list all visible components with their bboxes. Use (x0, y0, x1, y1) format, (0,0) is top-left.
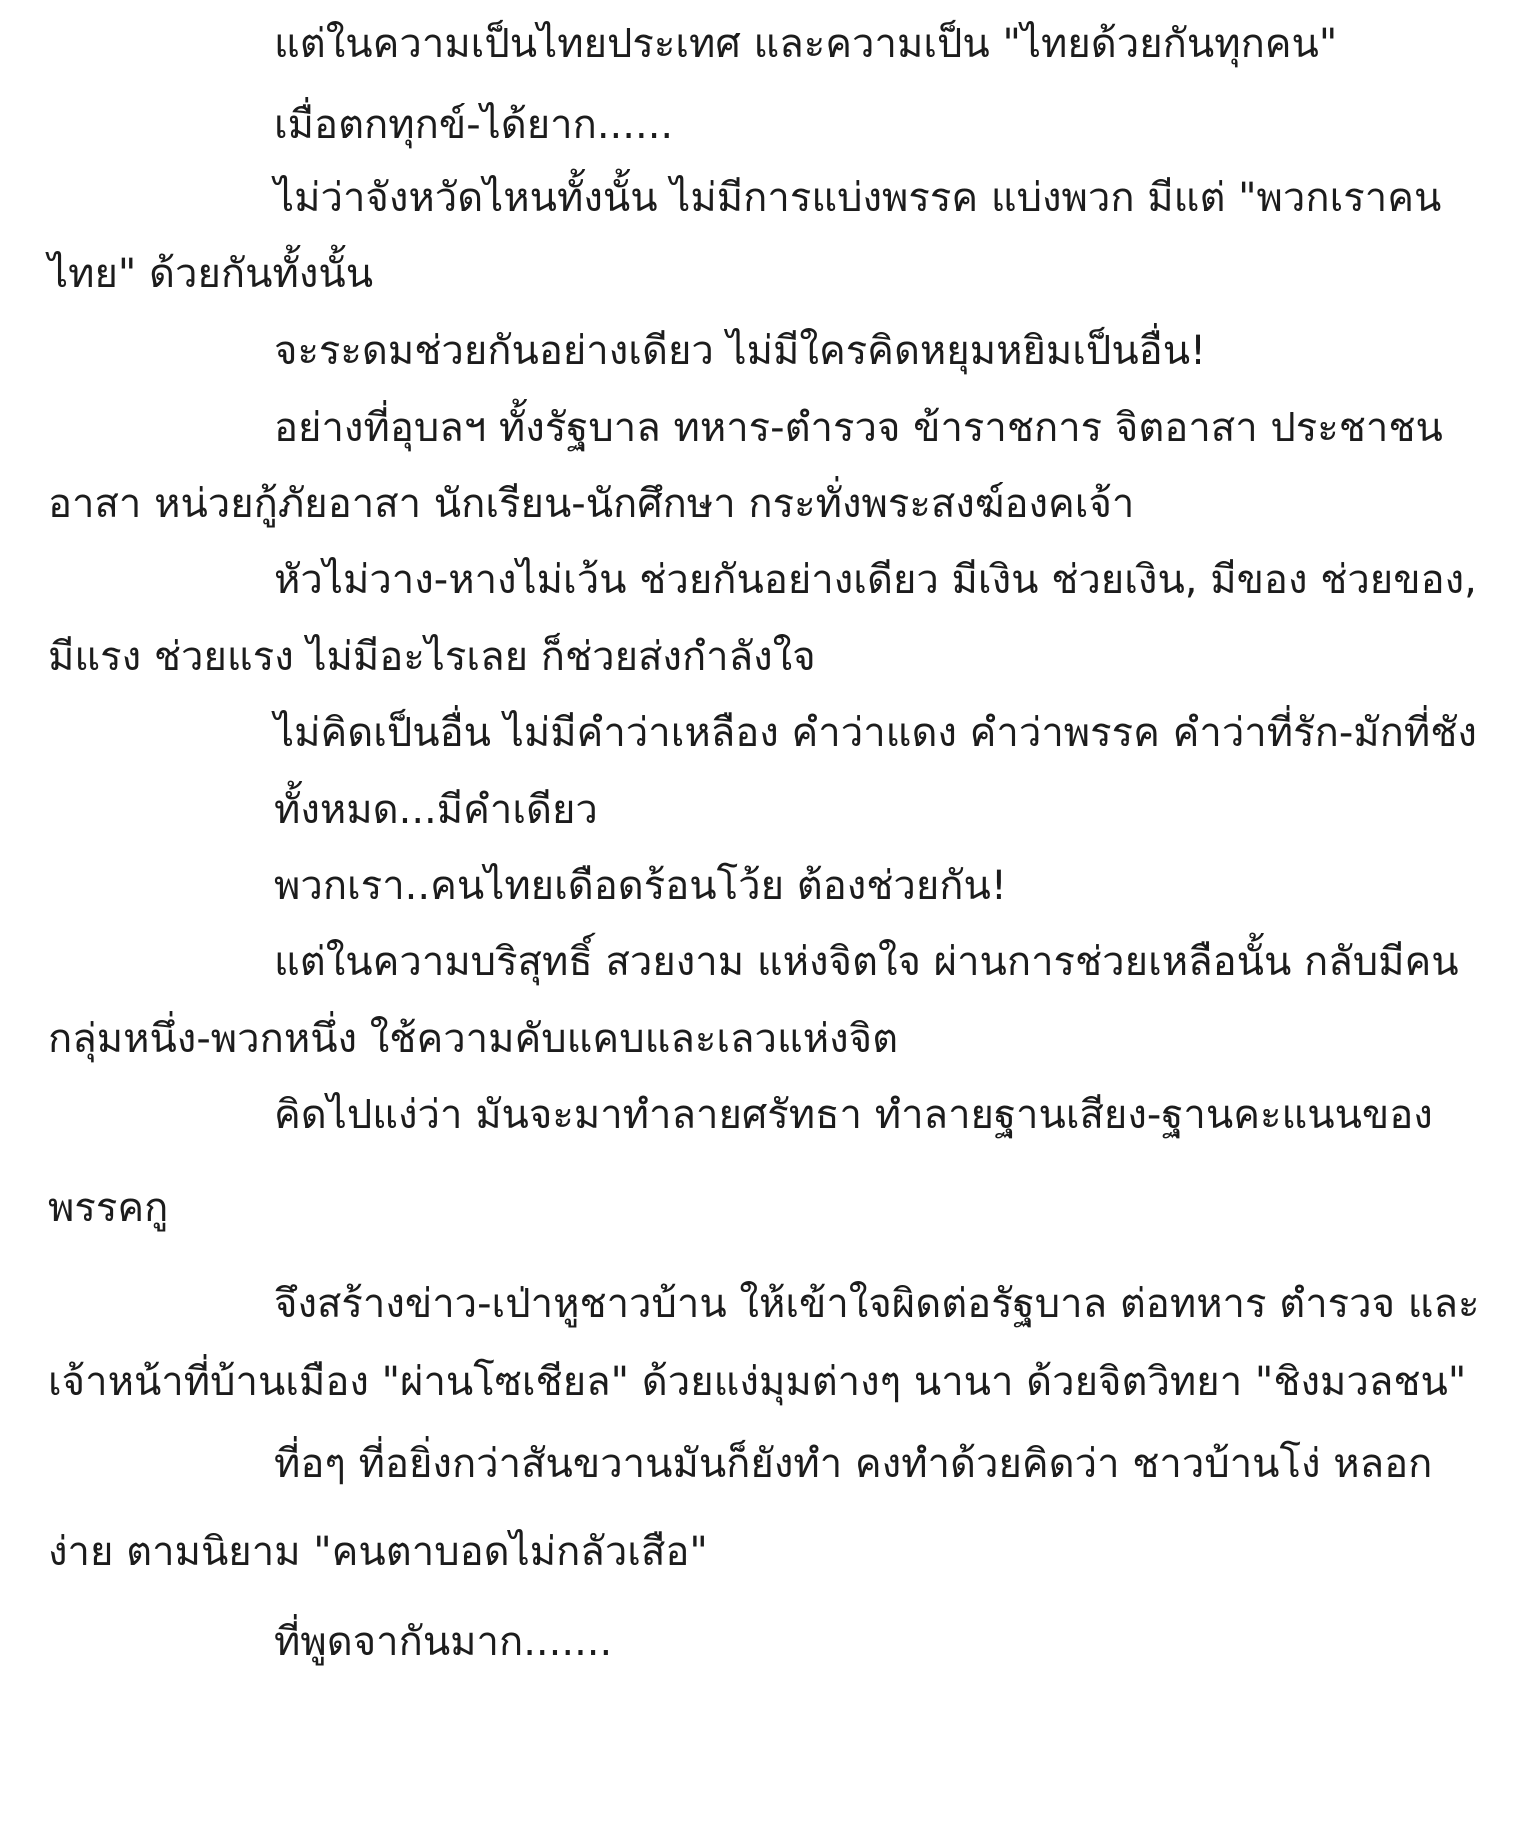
text-line: ไม่ว่าจังหวัดไหนทั้งนั้น ไม่มีการแบ่งพรรค แบ่งพวก มีแต่ "พวกเราคน (274, 175, 1442, 221)
text-line: ไม่คิดเป็นอื่น ไม่มีคำว่าเหลือง คำว่าแดง คำว่าพรรค คำว่าที่รัก-มักที่ชัง (274, 710, 1477, 756)
text-line: เจ้าหน้าที่บ้านเมือง "ผ่านโซเชียล" ด้วยแง่มุมต่างๆ นานา ด้วยจิตวิทยา "ชิงมวลชน" (48, 1359, 1467, 1405)
text-line: มีแรง ช่วยแรง ไม่มีอะไรเลย ก็ช่วยส่งกำลังใจ (48, 634, 816, 680)
text-line: คิดไปแง่ว่า มันจะมาทำลายศรัทธา ทำลายฐานเสียง-ฐานคะแนนของ (274, 1092, 1433, 1138)
text-line: ไทย" ด้วยกันทั้งนั้น (48, 251, 374, 297)
text-line: ทั้งหมด...มีคำเดียว (274, 787, 598, 833)
text-line: พวกเรา..คนไทยเดือดร้อนโว้ย ต้องช่วยกัน! (274, 863, 1007, 909)
text-line: กลุ่มหนึ่ง-พวกหนึ่ง ใช้ความคับแคบและเลวแห่งจิต (48, 1016, 899, 1062)
text-line: เมื่อตกทุกข์-ได้ยาก...... (274, 102, 674, 148)
text-line: พรรคกู (48, 1185, 169, 1231)
text-line: ง่าย ตามนิยาม "คนตาบอดไม่กลัวเสือ" (48, 1529, 708, 1575)
text-line: ที่พูดจากันมาก....... (274, 1619, 613, 1665)
text-line: จึงสร้างข่าว-เป่าหูชาวบ้าน ให้เข้าใจผิดต่อรัฐบาล ต่อทหาร ตำรวจ และ (274, 1281, 1480, 1327)
text-line: จะระดมช่วยกันอย่างเดียว ไม่มีใครคิดหยุมหยิมเป็นอื่น! (274, 328, 1207, 374)
text-line: แต่ในความบริสุทธิ์ สวยงาม แห่งจิตใจ ผ่านการช่วยเหลือนั้น กลับมีคน (274, 939, 1459, 985)
text-line: อย่างที่อุบลฯ ทั้งรัฐบาล ทหาร-ตำรวจ ข้าราชการ จิตอาสา ประชาชน (274, 405, 1443, 451)
text-line: อาสา หน่วยกู้ภัยอาสา นักเรียน-นักศึกษา กระทั่งพระสงฆ์องคเจ้า (48, 481, 1135, 527)
text-line: ที่อๆ ที่อยิ่งกว่าสันขวานมันก็ยังทำ คงทำด้วยคิดว่า ชาวบ้านโง่ หลอก (274, 1441, 1433, 1487)
text-line: แต่ในความเป็นไทยประเทศ และความเป็น "ไทยด้วยกันทุกคน" (274, 21, 1338, 67)
text-line: หัวไม่วาง-หางไม่เว้น ช่วยกันอย่างเดียว มีเงิน ช่วยเงิน, มีของ ช่วยของ, (274, 557, 1477, 603)
